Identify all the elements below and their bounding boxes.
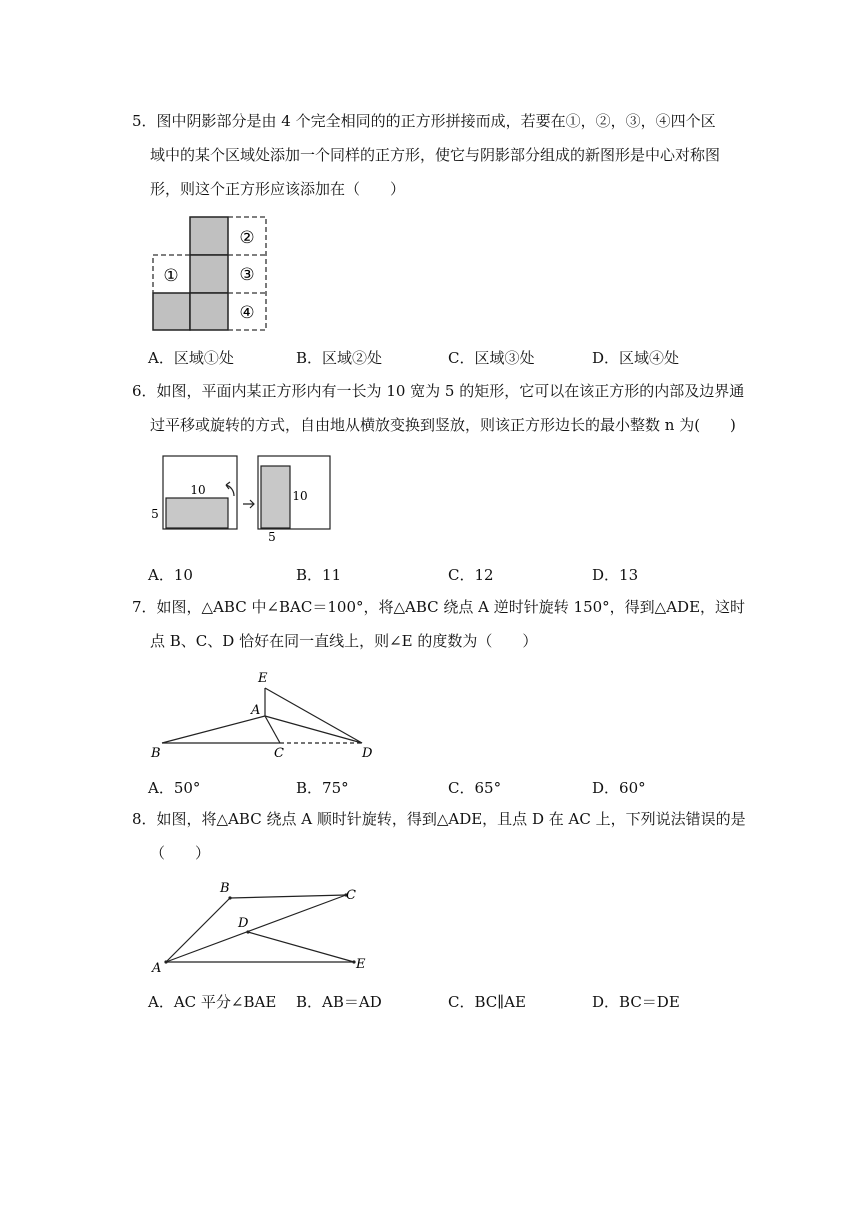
question-6-figure: [148, 452, 338, 546]
question-7-line-1: 7．如图，△ABC 中∠BAC＝100°，将△ABC 绕点 A 逆时针旋转 150°，得到△ADE，这时: [132, 598, 746, 616]
shaded-square: [190, 293, 228, 330]
question-8: [132, 802, 746, 870]
question-8-options: [148, 991, 748, 1015]
region-3-label: ③: [239, 265, 255, 285]
segment-AB: [162, 716, 265, 743]
point-B: [228, 896, 231, 899]
segment-ED: [265, 688, 362, 743]
region-1-label: ①: [163, 266, 179, 286]
question-8-line-1: 8．如图，将△ABC 绕点 A 顺时针旋转，得到△ADE，且点 D 在 AC 上，下列说法错误的是: [132, 810, 746, 828]
segment-AD: [265, 716, 362, 743]
rectangle-vertical: [261, 466, 290, 528]
option-c[interactable]: C．区域③处: [448, 349, 535, 367]
option-a[interactable]: A．AC 平分∠BAE: [148, 993, 277, 1011]
option-c[interactable]: C．65°: [448, 779, 502, 797]
segment-BC: [230, 895, 346, 898]
right-arrow-icon: [243, 500, 254, 508]
shaded-square: [190, 255, 228, 293]
region-4-label: ④: [239, 303, 255, 323]
question-6-line-1: 6．如图，平面内某正方形内有一长为 10 宽为 5 的矩形，它可以在该正方形的内部及边界通: [132, 382, 745, 400]
question-6: [132, 374, 745, 442]
question-7-options: [148, 777, 748, 801]
option-a[interactable]: A．50°: [148, 779, 201, 797]
width-label: 5: [268, 530, 276, 544]
point-E-label: E: [356, 957, 366, 972]
point-D-label: D: [362, 746, 373, 761]
length-label: 10: [190, 483, 206, 497]
option-b[interactable]: B．AB＝AD: [296, 993, 382, 1011]
option-d[interactable]: D．BC＝DE: [592, 993, 680, 1011]
question-5: [132, 104, 732, 206]
question-5-line-2: 域中的某个区域处添加一个同样的正方形，使它与阴影部分组成的新图形是中心对称图: [150, 146, 721, 164]
question-7-line-2: 点 B、C、D 恰好在同一直线上，则∠E 的度数为（ ）: [150, 632, 538, 650]
question-5-line-1: 5．图中阴影部分是由 4 个完全相同的的正方形拼接而成，若要在①，②，③，④四个区: [132, 112, 716, 130]
point-E-label: E: [258, 671, 268, 686]
shaded-square: [190, 217, 228, 255]
option-a[interactable]: A．区域①处: [148, 349, 234, 367]
point-A-label: A: [152, 961, 162, 976]
length-label: 10: [292, 489, 308, 503]
option-c[interactable]: C．BC∥AE: [448, 993, 526, 1011]
option-b[interactable]: B．11: [296, 566, 342, 584]
question-7-figure: [148, 666, 383, 762]
option-a[interactable]: A．10: [148, 566, 193, 584]
point-D-label: D: [238, 916, 249, 931]
rectangle-horizontal: [166, 498, 228, 528]
question-8-figure: [146, 876, 376, 976]
question-6-options: [148, 564, 748, 588]
option-c[interactable]: C．12: [448, 566, 494, 584]
question-8-line-2: （ ）: [150, 844, 211, 862]
question-5-figure: [150, 214, 270, 332]
point-C-label: C: [346, 888, 356, 903]
point-A: [164, 960, 167, 963]
point-C-label: C: [274, 746, 284, 761]
option-d[interactable]: D．13: [592, 566, 639, 584]
option-b[interactable]: B．75°: [296, 779, 349, 797]
point-A-label: A: [251, 703, 261, 718]
option-d[interactable]: D．区域④处: [592, 349, 680, 367]
option-d[interactable]: D．60°: [592, 779, 646, 797]
question-5-line-3: 形，则这个正方形应该添加在（ ）: [150, 180, 406, 198]
point-B-label: B: [220, 881, 230, 896]
segment-DE: [248, 932, 354, 962]
question-5-options: [148, 347, 748, 371]
question-7: [132, 590, 746, 658]
question-6-line-2: 过平移或旋转的方式，自由地从横放变换到竖放，则该正方形边长的最小整数 n 为( ): [150, 416, 736, 434]
point-B-label: B: [151, 746, 161, 761]
option-b[interactable]: B．区域②处: [296, 349, 383, 367]
region-2-label: ②: [239, 228, 255, 248]
width-label: 5: [151, 507, 159, 521]
segment-AB: [166, 898, 230, 962]
shaded-square: [153, 293, 190, 330]
